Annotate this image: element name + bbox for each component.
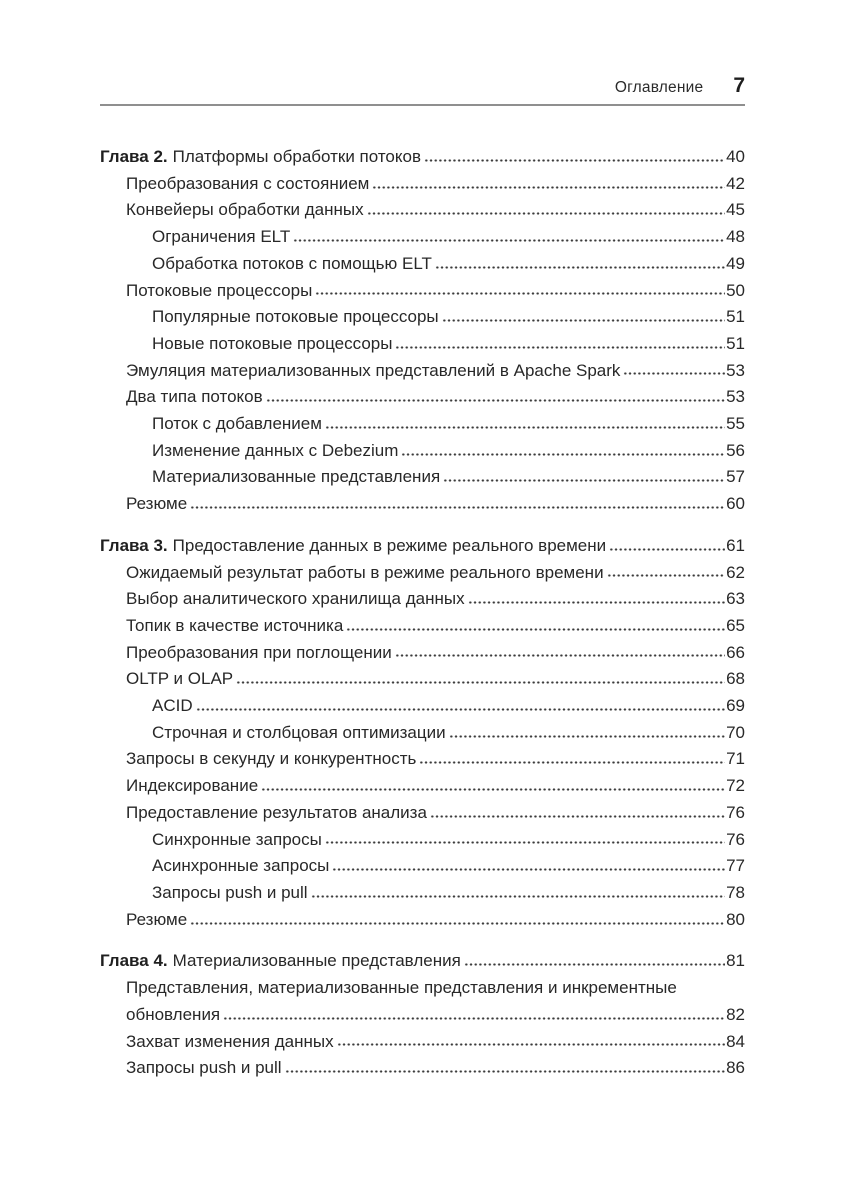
dot-leader [435, 265, 725, 269]
toc-entry [100, 304, 745, 331]
dot-leader [223, 1016, 725, 1020]
toc-entry-title: Строчная и столбцовая оптимизации [152, 722, 446, 742]
toc-page-number: 53 [726, 360, 745, 380]
dot-leader [196, 707, 725, 711]
dot-leader [325, 841, 725, 845]
toc-entry [100, 773, 745, 800]
toc-page-number: 56 [726, 440, 745, 460]
toc-entry [100, 438, 745, 465]
dot-leader [468, 600, 726, 604]
toc-page-number: 53 [726, 387, 745, 407]
toc-page-number: 84 [726, 1031, 745, 1051]
toc-entry-line [126, 358, 745, 385]
toc-entry [100, 948, 745, 975]
toc-page-number: 66 [726, 642, 745, 662]
toc-entry [100, 1029, 745, 1056]
toc-entry-title: обновления [126, 1004, 221, 1024]
toc-entry-line [152, 464, 745, 491]
toc-page-number: 63 [726, 589, 745, 609]
toc-entry-title: Запросы push и pull [152, 882, 308, 902]
running-head [100, 0, 745, 106]
dot-leader [609, 547, 725, 551]
dot-leader [261, 787, 725, 791]
toc-page-number: 48 [726, 227, 745, 247]
toc-entry-title: Резюме [126, 494, 188, 514]
toc-entry-line [152, 853, 745, 880]
toc-entry-title: Материализованные представления [152, 467, 441, 487]
toc-entry-title: OLTP и OLAP [126, 669, 234, 689]
toc-entry-title: Предоставление результатов анализа [126, 802, 427, 822]
toc-page-number: 76 [726, 802, 745, 822]
toc-entry [100, 358, 745, 385]
toc-page-number: 69 [726, 696, 745, 716]
toc-entry [100, 975, 745, 1028]
toc-entry-line [126, 613, 745, 640]
toc-entry-title: Ожидаемый результат работы в режиме реального времени [126, 562, 604, 582]
toc-entry-title: Топик в качестве источника [126, 615, 344, 635]
toc-entry-title: Захват изменения данных [126, 1031, 334, 1051]
toc-page-number: 51 [726, 307, 745, 327]
dot-leader [372, 185, 725, 189]
toc-entry-line [152, 693, 745, 720]
dot-leader [623, 372, 725, 376]
toc-entry-line [126, 1002, 745, 1029]
dot-leader [311, 894, 726, 898]
toc-entry-line [152, 720, 745, 747]
toc-entry [100, 853, 745, 880]
toc-page-number: 71 [726, 749, 745, 769]
dot-leader [395, 654, 725, 658]
toc-entry [100, 666, 745, 693]
dot-leader [442, 318, 725, 322]
toc-entry-line [126, 278, 745, 305]
toc-entry-title: Асинхронные запросы [152, 856, 330, 876]
toc-entry-title: Поток с добавлением [152, 414, 322, 434]
toc-entry [100, 827, 745, 854]
toc-entry-line [126, 640, 745, 667]
dot-leader [430, 814, 725, 818]
toc-entry-title: Резюме [126, 909, 188, 929]
toc-page-number: 86 [726, 1058, 745, 1078]
toc-page-number: 80 [726, 909, 745, 929]
toc-entry-line [152, 224, 745, 251]
toc-entry-line [152, 438, 745, 465]
toc-entry-title: Синхронные запросы [152, 829, 322, 849]
toc-entry-title: Два типа потоков [126, 387, 263, 407]
toc-chapter-prefix: Глава 2. [100, 147, 168, 166]
toc-entry-title: Преобразования с состоянием [126, 173, 370, 193]
toc-page-number: 82 [726, 1004, 745, 1024]
toc-entry-line [126, 171, 745, 198]
dot-leader [367, 211, 725, 215]
toc-page-number: 72 [726, 776, 745, 796]
toc-entry-line [126, 907, 745, 934]
dot-leader [266, 398, 725, 402]
toc-page-number: 49 [726, 253, 745, 273]
toc-entry-line [100, 533, 745, 560]
toc-entry-title: ACID [152, 696, 193, 716]
toc-entry-line [126, 384, 745, 411]
dot-leader [236, 680, 725, 684]
toc-entry-line [152, 251, 745, 278]
toc-page-number: 51 [726, 333, 745, 353]
toc-entry-title: Конвейеры обработки данных [126, 200, 364, 220]
toc-entry [100, 411, 745, 438]
running-head-line [100, 74, 745, 98]
dot-leader [190, 921, 725, 925]
toc-entry [100, 197, 745, 224]
toc-entry [100, 144, 745, 171]
toc-page-number: 62 [726, 562, 745, 582]
dot-leader [449, 734, 725, 738]
toc-entry [100, 224, 745, 251]
toc-entry-title: Обработка потоков с помощью ELT [152, 253, 432, 273]
toc-entry-line [126, 1029, 745, 1056]
toc-entry [100, 464, 745, 491]
toc-chapter-prefix: Глава 4. [100, 951, 168, 971]
header-rule [100, 104, 745, 106]
toc-entry-title: Предоставление данных в режиме реального времени [172, 535, 607, 555]
toc-page-number: 65 [726, 615, 745, 635]
toc-entry-title: Платформы обработки потоков [172, 147, 421, 166]
toc-entry [100, 880, 745, 907]
toc-entry [100, 251, 745, 278]
toc-entry-title: Материализованные представления [172, 951, 461, 971]
dot-leader [293, 238, 725, 242]
toc-chapter-prefix: Глава 3. [100, 535, 168, 555]
toc-entry [100, 533, 745, 560]
toc-entry-line [126, 666, 745, 693]
toc-page-number: 68 [726, 669, 745, 689]
toc-entry-line [100, 948, 745, 975]
toc-page-number: 40 [726, 147, 745, 166]
toc-page-number: 42 [726, 173, 745, 193]
dot-leader [346, 627, 725, 631]
dot-leader [401, 452, 725, 456]
toc-entry-title: Запросы push и pull [126, 1058, 282, 1078]
toc-entry-line [126, 1055, 745, 1082]
toc-entry-wrap-line: Представления, материализованные представления и инкрементные [126, 978, 677, 998]
dot-leader [424, 158, 725, 162]
toc-entry [100, 171, 745, 198]
dot-leader [285, 1069, 726, 1073]
page-content [100, 0, 745, 1082]
toc-entry [100, 800, 745, 827]
toc-page-number: 55 [726, 414, 745, 434]
toc-page-number: 61 [726, 535, 745, 555]
toc-entry-line [152, 331, 745, 358]
current-page-number: 7 [733, 74, 745, 97]
toc-entry [100, 907, 745, 934]
toc [100, 144, 745, 1082]
toc-entry-line [126, 800, 745, 827]
toc-entry-line [126, 586, 745, 613]
toc-entry-line [152, 827, 745, 854]
dot-leader [325, 425, 725, 429]
section-title: Оглавление [614, 79, 704, 96]
toc-entry [100, 613, 745, 640]
toc-entry-title: Потоковые процессоры [126, 280, 313, 300]
toc-entry-line [126, 197, 745, 224]
toc-page-number: 45 [726, 200, 745, 220]
toc-page-number: 77 [726, 856, 745, 876]
toc-entry-title: Изменение данных с Debezium [152, 440, 399, 460]
toc-entry-line [126, 773, 745, 800]
dot-leader [315, 292, 725, 296]
toc-entry-title: Ограничения ELT [152, 227, 291, 247]
toc-entry-title: Преобразования при поглощении [126, 642, 392, 662]
dot-leader [607, 574, 726, 578]
dot-leader [464, 962, 725, 966]
toc-entry-line [126, 560, 745, 587]
dot-leader [395, 345, 725, 349]
toc-page-number: 76 [726, 829, 745, 849]
toc-entry [100, 586, 745, 613]
toc-entry-title: Популярные потоковые процессоры [152, 307, 439, 327]
toc-page-number: 50 [726, 280, 745, 300]
toc-entry [100, 1055, 745, 1082]
toc-entry-line [126, 746, 745, 773]
toc-entry [100, 693, 745, 720]
toc-entry-title: Индексирование [126, 776, 259, 796]
toc-entry [100, 746, 745, 773]
toc-entry [100, 491, 745, 518]
toc-entry-line [152, 411, 745, 438]
toc-entry [100, 640, 745, 667]
toc-entry-title: Новые потоковые процессоры [152, 333, 393, 353]
toc-entry-title: Запросы в секунду и конкурентность [126, 749, 417, 769]
toc-entry [100, 278, 745, 305]
toc-entry-title: Выбор аналитического хранилища данных [126, 589, 465, 609]
dot-leader [190, 505, 725, 509]
toc-page-number: 78 [726, 882, 745, 902]
toc-entry [100, 720, 745, 747]
toc-entry [100, 560, 745, 587]
dot-leader [443, 478, 725, 482]
toc-entry-line [100, 144, 745, 171]
dot-leader [332, 867, 725, 871]
toc-entry [100, 331, 745, 358]
toc-entry-line [126, 491, 745, 518]
toc-entry-title: Эмуляция материализованных представлений в Apache Spark [126, 360, 621, 380]
toc-entry-line [152, 880, 745, 907]
toc-page-number: 70 [726, 722, 745, 742]
dot-leader [419, 760, 725, 764]
toc-page-number: 57 [726, 467, 745, 487]
toc-entry-line [152, 304, 745, 331]
toc-page-number: 81 [726, 951, 745, 971]
dot-leader [337, 1043, 725, 1047]
toc-entry [100, 384, 745, 411]
toc-page-number: 60 [726, 494, 745, 514]
